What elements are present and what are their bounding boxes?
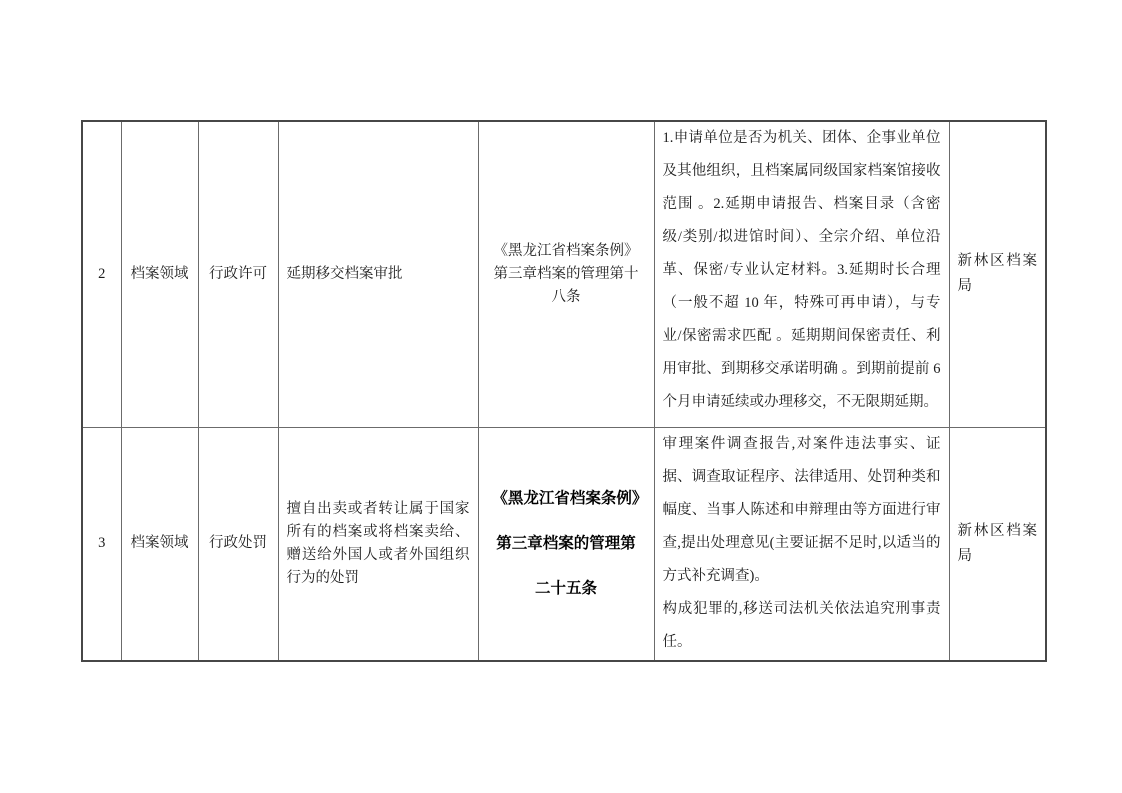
field-cell: 档案领域 [121,427,198,661]
seq-cell: 2 [82,121,121,427]
department-cell: 新林区档案局 [949,121,1046,427]
field-cell: 档案领域 [121,121,198,427]
table-row [82,427,1046,661]
criteria-paragraph: 构成犯罪的,移送司法机关依法追究刑事责任。 [662,600,941,650]
category-cell: 行政处罚 [198,427,278,661]
criteria-paragraph: 审理案件调查报告,对案件违法事实、证据、调查取证程序、法律适用、处罚种类和幅度、当事人陈述和申辩理由等方面进行审查,提出处理意见(主要证据不足时,以适当的方式补充调查)。 [662,435,941,584]
item-name-cell: 延期移交档案审批 [278,121,478,427]
legal-basis-cell: 《黑龙江省档案条例》第三章档案的管理第十八条 [478,121,654,427]
criteria-cell [654,427,949,661]
item-name-cell: 擅自出卖或者转让属于国家所有的档案或将档案卖给、赠送给外国人或者外国组织行为的处罚 [278,427,478,661]
department-cell: 新林区档案局 [949,427,1046,661]
admin-items-table [81,120,1047,662]
table-row [82,121,1046,427]
seq-cell: 3 [82,427,121,661]
criteria-cell [654,121,949,427]
criteria-paragraph: 1.申请单位是否为机关、团体、企事业单位及其他组织，且档案属同级国家档案馆接收范围 。2.延期申请报告、档案目录（含密级/类别/拟进馆时间）、全宗介绍、单位沿革、保密/专业认定材料。3.延期时长合理（一般不超 10 年，特殊可再申请），与专业/保密需求匹配 。延期期间保密责任、利用审批、到期移交承诺明确 。到期前提前 6 个月申请延续或办理移交，不无限期延期。 [662,130,941,410]
legal-basis-cell: 《黑龙江省档案条例》第三章档案的管理第二十五条 [478,427,654,661]
category-cell: 行政许可 [198,121,278,427]
